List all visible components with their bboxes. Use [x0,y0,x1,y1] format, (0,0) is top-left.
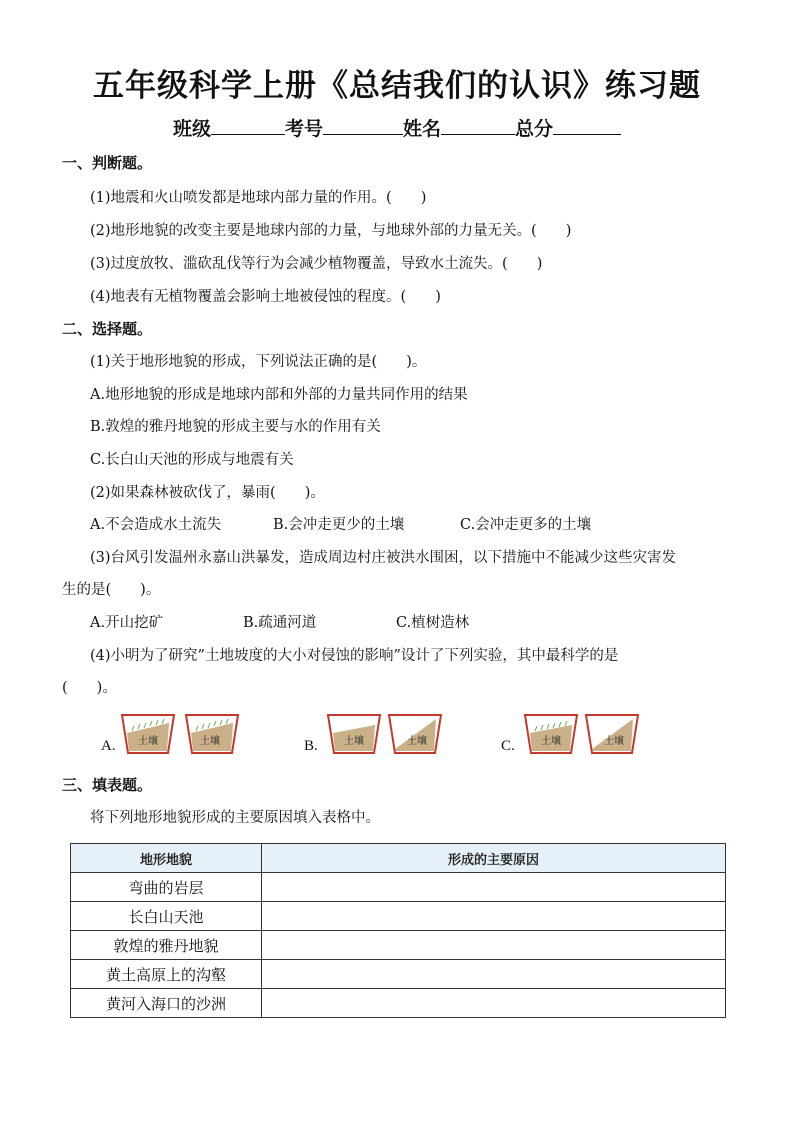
choice-q3-option-a: A.开山挖矿 [90,615,164,631]
choice-q1-stem: (1)关于地形地貌的形成，下列说法正确的是( )。 [90,354,427,370]
reason-cell[interactable] [262,931,726,960]
landform-cell: 长白山天池 [71,902,262,931]
choice-q4-stem-line1: (4)小明为了研究”土地坡度的大小对侵蚀的影响”设计了下列实验，其中最科学的是 [90,648,619,664]
q4-option-b-label: B. [304,738,318,754]
q4-a-left-tray-image [120,713,176,755]
tray-soil-label: 土壤 [407,736,427,747]
choice-q2-option-a: A.不会造成水土流失 [90,517,222,533]
q4-b-left-tray-image [326,713,382,755]
q4-option-c-label: C. [501,738,515,754]
table-row [71,989,726,1018]
reason-cell[interactable] [262,960,726,989]
landform-table [70,843,726,1018]
choice-q3-option-b: B.疏通河道 [243,615,317,631]
table-header-reason: 形成的主要原因 [262,844,726,873]
landform-cell: 黄土高原上的沟壑 [71,960,262,989]
judge-item-3: (3)过度放牧、滥砍乱伐等行为会减少植物覆盖，导致水土流失。( ) [90,256,543,272]
table-header-landform: 地形地貌 [71,844,262,873]
name-label: 姓名 [403,118,442,140]
tray-soil-label: 土壤 [541,736,561,747]
reason-cell[interactable] [262,873,726,902]
landform-cell: 黄河入海口的沙洲 [71,989,262,1018]
choice-q1-option-b: B.敦煌的雅丹地貌的形成主要与水的作用有关 [90,419,381,435]
choice-q2-option-b: B.会冲走更少的土壤 [273,517,405,533]
class-blank[interactable] [211,116,285,135]
reason-cell[interactable] [262,902,726,931]
q4-b-right-tray-image [387,713,443,755]
choice-q2-option-c: C.会冲走更多的土壤 [460,517,592,533]
tray-soil-label: 土壤 [200,736,220,747]
judge-item-1: (1)地震和火山喷发都是地球内部力量的作用。( ) [90,190,427,206]
section-heading-choice: 二、选择题。 [62,320,153,338]
table-instruction: 将下列地形地貌形成的主要原因填入表格中。 [90,810,380,826]
choice-q3-option-c: C.植树造林 [396,615,470,631]
id-label: 考号 [284,118,323,140]
landform-cell: 弯曲的岩层 [71,873,262,902]
choice-q3-stem-line1: (3)台风引发温州永嘉山洪暴发，造成周边村庄被洪水围困，以下措施中不能减少这些灾害发 [90,550,677,566]
name-blank[interactable] [441,116,515,135]
choice-q4-stem-line2: ( )。 [62,680,117,696]
id-blank[interactable] [323,116,403,135]
table-header-row [71,844,726,873]
choice-q1-option-a: A.地形地貌的形成是地球内部和外部的力量共同作用的结果 [90,387,468,403]
choice-q2-stem: (2)如果森林被砍伐了，暴雨( )。 [90,485,325,501]
table-row [71,960,726,989]
table-row [71,902,726,931]
q4-a-right-tray-image [184,713,240,755]
table-row [71,931,726,960]
choice-q1-option-c: C.长白山天池的形成与地震有关 [90,452,294,468]
tray-soil-label: 土壤 [604,736,624,747]
section-heading-judge: 一、判断题。 [62,154,153,172]
q4-c-left-tray-image [523,713,579,755]
tray-soil-label: 土壤 [344,736,364,747]
judge-item-2: (2)地形地貌的改变主要是地球内部的力量，与地球外部的力量无关。( ) [90,223,572,239]
choice-q3-stem-line2: 生的是( )。 [62,582,161,598]
student-info-line [0,114,794,141]
reason-cell[interactable] [262,989,726,1018]
score-blank[interactable] [553,116,621,135]
class-label: 班级 [172,118,211,140]
section-heading-table: 三、填表题。 [62,776,153,794]
score-label: 总分 [515,118,554,140]
page-title: 五年级科学上册《总结我们的认识》练习题 [93,68,701,104]
tray-soil-label: 土壤 [138,736,158,747]
landform-cell: 敦煌的雅丹地貌 [71,931,262,960]
q4-c-right-tray-image [584,713,640,755]
q4-option-a-label: A. [101,738,116,754]
judge-item-4: (4)地表有无植物覆盖会影响土地被侵蚀的程度。( ) [90,289,441,305]
table-row [71,873,726,902]
